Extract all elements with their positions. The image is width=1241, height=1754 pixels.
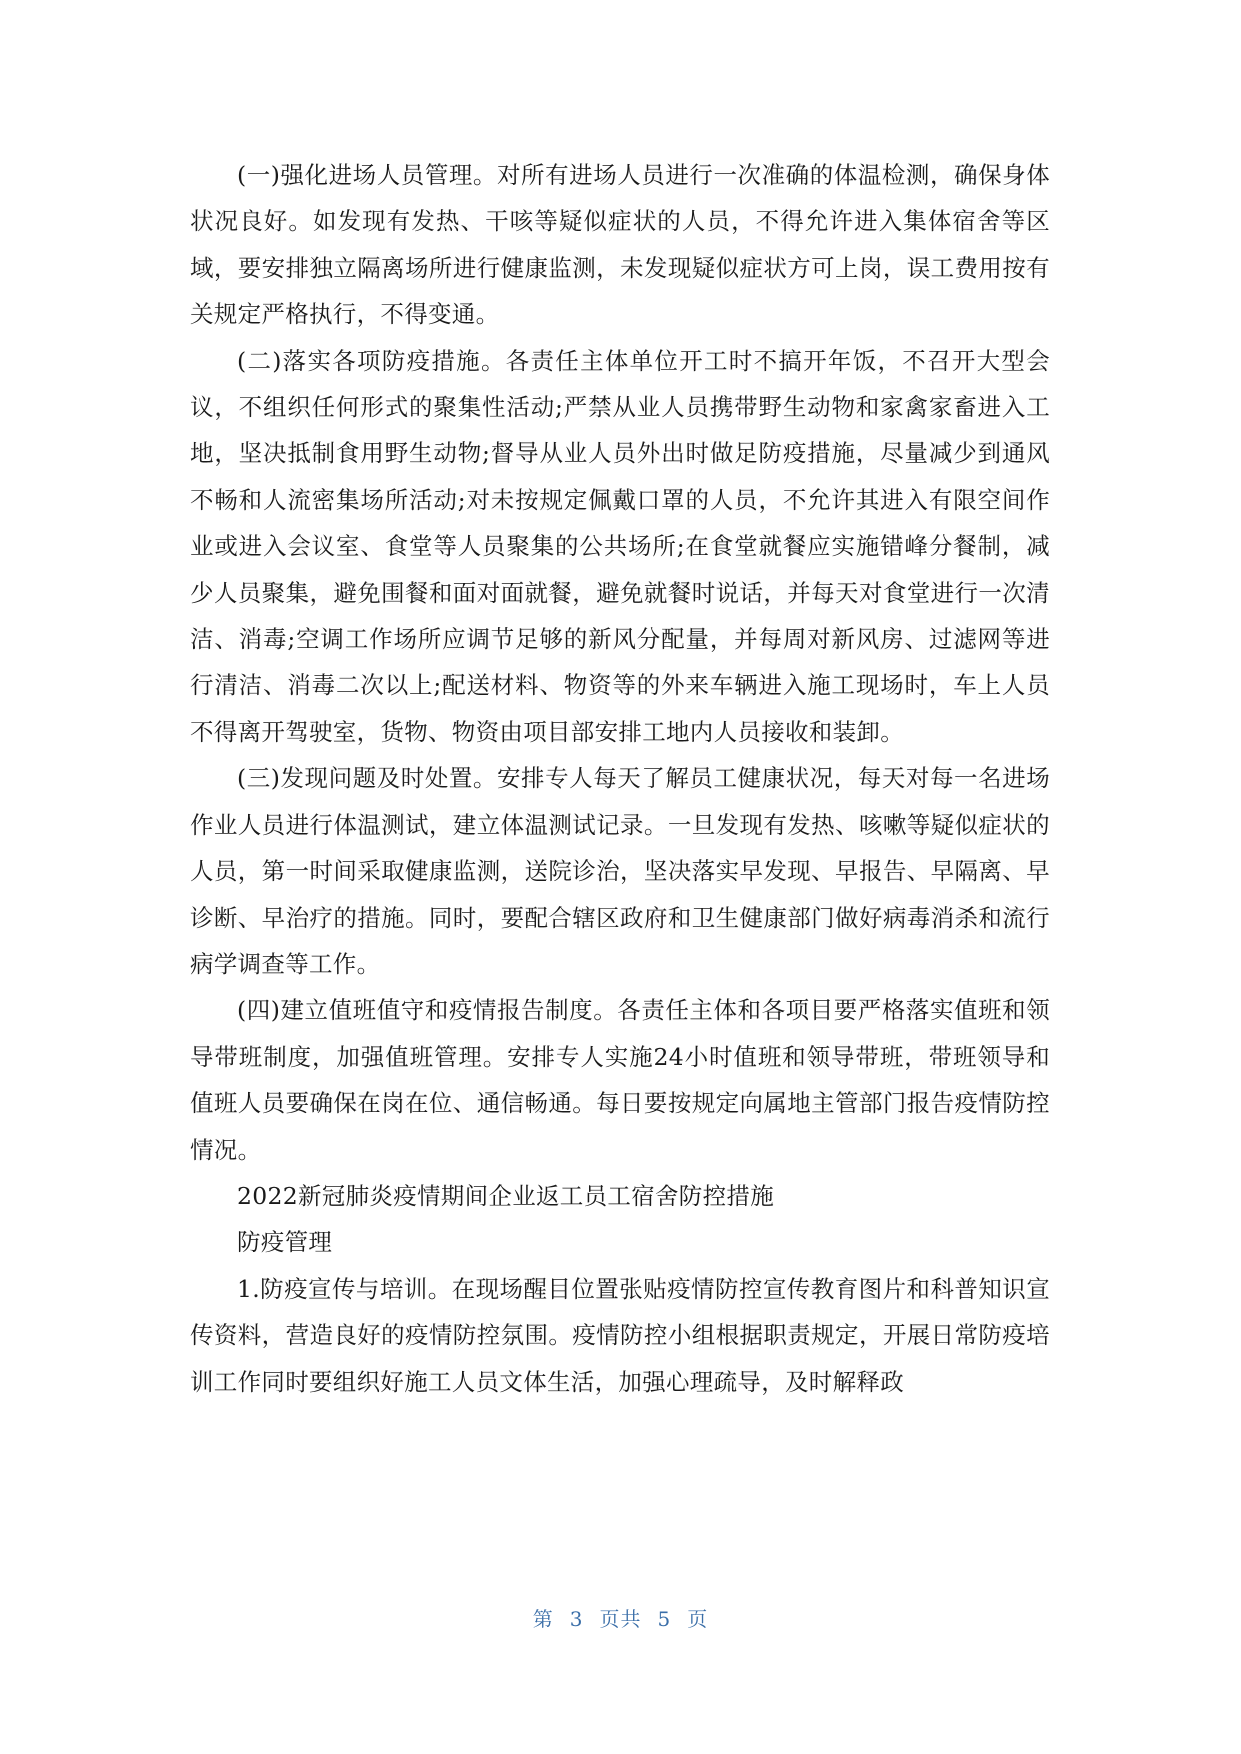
- footer-label-of: 页共: [599, 1607, 642, 1631]
- page-footer: [0, 1603, 1241, 1632]
- paragraph-implement-prevention-measures: (二)落实各项防疫措施。各责任主体单位开工时不搞开年饭，不召开大型会议，不组织任何形式的聚集性活动;严禁从业人员携带野生动物和家禽家畜进入工地，坚决抵制食用野生动物;督导从业人员外出时做足防疫措施，尽量减少到通风不畅和人流密集场所活动;对未按规定佩戴口罩的人员，不允许其进入有限空间作业或进入会议室、食堂等人员聚集的公共场所;在食堂就餐应实施错峰分餐制，减少人员聚集，避免围餐和面对面就餐，避免就餐时说话，并每天对食堂进行一次清洁、消毒;空调工作场所应调节足够的新风分配量，并每周对新风房、过滤网等进行清洁、消毒二次以上;配送材料、物资等的外来车辆进入施工现场时，车上人员不得离开驾驶室，货物、物资由项目部安排工地内人员接收和装卸。: [190, 346, 1050, 746]
- paragraph-handle-problems-promptly: (三)发现问题及时处置。安排专人每天了解员工健康状况，每天对每一名进场作业人员进行体温测试，建立体温测试记录。一旦发现有发热、咳嗽等疑似症状的人员，第一时间采取健康监测，送院诊治，坚决落实早发现、早报告、早隔离、早诊断、早治疗的措施。同时，要配合辖区政府和卫生健康部门做好病毒消杀和流行病学调查等工作。: [190, 764, 1050, 978]
- footer-label-end: 页: [687, 1607, 709, 1631]
- footer-label-page: 第: [532, 1607, 554, 1631]
- paragraph-strengthen-entry-management: (一)强化进场人员管理。对所有进场人员进行一次准确的体温检测，确保身体状况良好。如发现有发热、干咳等疑似症状的人员，不得允许进入集体宿舍等区域，要安排独立隔离场所进行健康监测，未发现疑似症状方可上岗，误工费用按有关规定严格执行，不得变通。: [190, 161, 1050, 329]
- section-subheading-prevention-management: 防疫管理: [237, 1228, 333, 1257]
- document-body: [190, 152, 1050, 1405]
- paragraph-publicity-and-training: 1.防疫宣传与培训。在现场醒目位置张贴疫情防控宣传教育图片和科普知识宣传资料，营造良好的疫情防控氛围。疫情防控小组根据职责规定，开展日常防疫培训工作同时要组织好施工人员文体生活，加强心理疏导，及时解释政: [190, 1274, 1050, 1396]
- footer-total-pages: 5: [657, 1607, 672, 1631]
- footer-current-page: 3: [569, 1607, 584, 1631]
- paragraph-duty-and-reporting-system: (四)建立值班值守和疫情报告制度。各责任主体和各项目要严格落实值班和领导带班制度，加强值班管理。安排专人实施24小时值班和领导带班，带班领导和值班人员要确保在岗在位、通信畅通。每日要按规定向属地主管部门报告疫情防控情况。: [190, 996, 1050, 1164]
- section-heading-dormitory-measures: 2022新冠肺炎疫情期间企业返工员工宿舍防控措施: [237, 1181, 775, 1210]
